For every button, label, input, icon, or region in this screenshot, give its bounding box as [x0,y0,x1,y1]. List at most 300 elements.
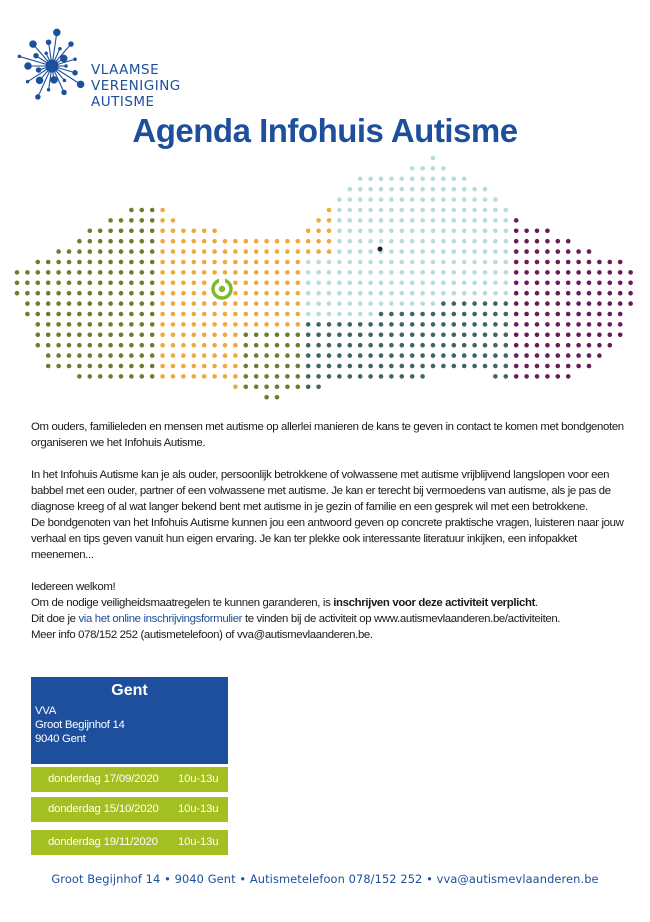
map-dot [223,333,228,338]
map-dot [514,291,519,296]
map-dot [587,301,592,306]
map-dot [275,374,280,379]
map-dot [504,270,509,275]
map-dot [264,270,269,275]
map-dot [618,260,623,265]
map-dot [556,239,561,244]
map-dot [389,312,394,317]
map-dot [472,187,477,192]
map-dot [223,322,228,327]
map-dot [524,260,529,265]
map-dot [514,374,519,379]
map-dot [348,312,353,317]
map-dot [88,281,93,286]
map-dot [462,343,467,348]
map-dot [483,187,488,192]
form-pre: Dit doe je [31,613,79,625]
map-dot [306,229,311,234]
map-dot [597,301,602,306]
map-dot [275,312,280,317]
map-dot [441,343,446,348]
map-dot [379,177,384,182]
map-dot [88,322,93,327]
map-dot [337,291,342,296]
map-dot [400,197,405,202]
map-dot [472,239,477,244]
map-dot [129,364,134,369]
map-dot [67,291,72,296]
map-dot [108,343,113,348]
map-dot [358,322,363,327]
map-dot [316,322,321,327]
map-dot [129,249,134,254]
map-dot [566,249,571,254]
map-dot [171,218,176,223]
map-dot [618,333,623,338]
map-dot [160,281,165,286]
map-dot [244,353,249,358]
map-dot [337,197,342,202]
map-dot [452,218,457,223]
venue-city: Gent [111,682,148,699]
map-dot [46,260,51,265]
map-dot [462,187,467,192]
map-dot [192,239,197,244]
map-dot [597,333,602,338]
date-row [31,830,228,855]
map-dot [119,364,124,369]
map-dot [576,343,581,348]
map-dot [108,260,113,265]
date-row [31,797,228,822]
map-dot [244,343,249,348]
map-dot [379,218,384,223]
logo-text [91,62,181,110]
map-dot [192,229,197,234]
venue-card [31,677,228,764]
map-dot [192,333,197,338]
logo-line-2: VERENIGING [91,78,181,94]
map-dot [337,343,342,348]
map-dot [410,322,415,327]
map-dot [368,177,373,182]
map-dot [233,353,238,358]
map-dot [368,281,373,286]
map-dot [108,270,113,275]
map-dot [431,353,436,358]
map-dot [431,177,436,182]
map-dot [524,364,529,369]
map-dot [264,343,269,348]
map-dot [160,291,165,296]
event-time: 10u-13u [178,803,219,815]
map-dot [316,270,321,275]
map-dot [244,364,249,369]
map-dot [254,291,259,296]
map-dot [306,291,311,296]
map-dot [119,291,124,296]
map-dot [181,353,186,358]
map-dot [379,260,384,265]
map-dot [504,239,509,244]
map-dot [275,353,280,358]
map-dot [410,374,415,379]
map-dot [348,343,353,348]
map-dot [472,197,477,202]
map-dot [202,343,207,348]
map-dot [524,343,529,348]
map-dot [88,249,93,254]
map-dot [150,291,155,296]
venue-address-line: 9040 Gent [35,733,86,745]
map-dot [160,208,165,213]
map-dot [379,333,384,338]
map-dot [524,333,529,338]
map-dot [46,343,51,348]
map-dot [420,291,425,296]
map-dot [77,333,82,338]
map-dot [306,333,311,338]
map-dot [441,270,446,275]
map-dot [306,343,311,348]
map-dot [212,249,217,254]
map-dot [316,312,321,317]
map-dot [264,385,269,390]
map-dot [223,270,228,275]
map-dot [337,239,342,244]
map-dot [140,239,145,244]
map-dot [129,301,134,306]
map-dot [108,281,113,286]
map-dot [171,229,176,234]
map-dot [119,333,124,338]
map-dot [337,281,342,286]
map-dot [140,374,145,379]
map-dot [296,239,301,244]
map-dot [56,260,61,265]
map-dot [171,312,176,317]
map-dot [524,239,529,244]
map-dot [524,301,529,306]
map-dot [129,229,134,234]
map-dot [462,322,467,327]
map-dot [119,301,124,306]
map-dot [254,301,259,306]
map-dot [504,291,509,296]
map-dot [56,291,61,296]
map-dot [160,270,165,275]
map-dot [587,364,592,369]
map-dot [462,333,467,338]
map-dot [212,322,217,327]
map-dot [576,312,581,317]
map-dot [358,270,363,275]
map-dot [67,249,72,254]
map-dot [181,301,186,306]
map-dot [296,249,301,254]
map-dot [77,301,82,306]
map-dot [420,187,425,192]
map-dot [98,364,103,369]
map-dot [77,260,82,265]
map-dot [150,239,155,244]
map-dot [597,270,602,275]
map-dot [316,385,321,390]
map-dot [545,249,550,254]
map-dot [254,312,259,317]
map-dot [462,270,467,275]
map-dot [608,301,613,306]
map-dot [306,239,311,244]
map-dot [202,333,207,338]
map-dot [150,353,155,358]
map-dot [576,291,581,296]
map-dot [483,322,488,327]
map-dot [244,260,249,265]
map-dot [67,281,72,286]
map-dot [389,187,394,192]
map-dot [285,301,290,306]
map-dot [316,229,321,234]
map-dot [140,249,145,254]
map-dot [608,333,613,338]
map-dot [400,177,405,182]
map-dot [514,322,519,327]
map-dot [597,260,602,265]
map-dot [452,301,457,306]
map-dot [108,291,113,296]
map-dot [483,333,488,338]
map-dot [483,364,488,369]
map-dot [181,260,186,265]
map-dot [160,364,165,369]
map-dot [400,187,405,192]
map-dot [576,260,581,265]
map-dot [171,291,176,296]
map-dot [545,343,550,348]
map-dot [67,333,72,338]
map-dot [452,187,457,192]
map-dot [431,260,436,265]
map-dot [140,208,145,213]
map-dot [223,301,228,306]
map-dot [472,322,477,327]
infohuis-paragraph: In het Infohuis Autisme kan je als ouder, persoonlijk betrokkene of volwassene met autisme vrijblijvend langslopen voor een babbel met een ouder, partner of een volwassene met autisme. Je kan er terecht bij vermoedens van autisme, als je pas de diagnose kreeg of al wat langer bekend bent met autisme in je gezin of familie en een gesprek wil met een betrokkene. [31,469,611,513]
map-dot [431,301,436,306]
map-dot [77,364,82,369]
map-dot [493,374,498,379]
map-dot [348,374,353,379]
map-dot [36,333,41,338]
map-dot [264,312,269,317]
map-dot [327,270,332,275]
map-dot [15,281,20,286]
map-dot [441,187,446,192]
map-dot [98,343,103,348]
map-dot [493,229,498,234]
map-dot [514,218,519,223]
map-dot [181,322,186,327]
map-dot [77,291,82,296]
map-dot [389,260,394,265]
map-dot [171,270,176,275]
map-dot [192,301,197,306]
map-dot [25,270,30,275]
map-dot [389,208,394,213]
map-dot [181,343,186,348]
map-dot [462,260,467,265]
map-dot [576,364,581,369]
footer-contact: Groot Begijnhof 14 • 9040 Gent • Autismetelefoon 078/152 252 • vva@autismevlaanderen.be [51,872,599,886]
map-dot [181,374,186,379]
map-dot [327,322,332,327]
map-dot [420,353,425,358]
map-dot [566,322,571,327]
map-dot [358,187,363,192]
map-dot [389,281,394,286]
map-dot [420,197,425,202]
map-dot [264,239,269,244]
map-dot [389,364,394,369]
map-dot [576,353,581,358]
venue-address-line: Groot Begijnhof 14 [35,719,125,731]
map-dot [587,333,592,338]
map-dot [462,364,467,369]
map-dot [618,301,623,306]
map-dot [36,291,41,296]
map-dot [462,249,467,254]
map-dot [400,208,405,213]
map-dot [535,260,540,265]
map-dot [140,343,145,348]
map-dot [36,301,41,306]
map-dot [400,353,405,358]
map-dot [36,312,41,317]
map-dot [493,343,498,348]
map-dot [420,270,425,275]
page-title: Agenda Infohuis Autisme [132,112,518,149]
map-dot [306,353,311,358]
map-dot [306,374,311,379]
map-dot [202,249,207,254]
map-dot [368,208,373,213]
map-dot [358,364,363,369]
map-dot [493,197,498,202]
map-dot [368,374,373,379]
map-dot [181,333,186,338]
map-dot [524,249,529,254]
map-dot [296,322,301,327]
map-dot [431,322,436,327]
map-dot [285,312,290,317]
map-dot [285,260,290,265]
map-dot [389,197,394,202]
map-dot [441,239,446,244]
map-dot [441,312,446,317]
map-dot [514,343,519,348]
map-dot [275,385,280,390]
map-dot [472,364,477,369]
map-dot [420,218,425,223]
map-dot [316,239,321,244]
map-dot [368,229,373,234]
map-dot [587,281,592,286]
map-dot [108,229,113,234]
map-dot [348,229,353,234]
map-dot [160,260,165,265]
map-dot [410,249,415,254]
map-dot [431,208,436,213]
map-dot [514,364,519,369]
map-dot [358,229,363,234]
map-dot [202,301,207,306]
map-dot [410,208,415,213]
map-dot [212,260,217,265]
map-dot [441,208,446,213]
map-dot [327,333,332,338]
map-dot [88,353,93,358]
map-dot [316,374,321,379]
map-dot [348,333,353,338]
map-dot [296,301,301,306]
map-dot [56,301,61,306]
map-dot [160,218,165,223]
map-dot [181,281,186,286]
map-dot [524,291,529,296]
map-dot [77,281,82,286]
map-dot [181,229,186,234]
registration-form-link[interactable]: via het online inschrijvingsformulier [78,613,243,625]
map-dot [212,312,217,317]
map-dot [254,249,259,254]
map-dot [25,281,30,286]
map-dot [98,291,103,296]
map-dot [56,322,61,327]
map-dot [379,281,384,286]
map-dot [608,281,613,286]
map-dot [150,312,155,317]
map-dot [316,260,321,265]
map-dot [587,270,592,275]
map-dot [410,353,415,358]
map-dot [472,229,477,234]
map-dot [514,353,519,358]
map-dot [400,301,405,306]
map-dot [420,177,425,182]
map-dot [504,249,509,254]
map-dot [348,187,353,192]
map-dot [119,260,124,265]
map-dot [597,312,602,317]
map-dot [296,270,301,275]
map-dot [25,291,30,296]
map-dot [535,229,540,234]
map-dot [493,322,498,327]
map-dot [431,312,436,317]
map-dot [264,374,269,379]
map-dot [535,353,540,358]
map-dot [264,301,269,306]
map-dot [431,239,436,244]
form-post: te vinden bij de activiteit op www.autismevlaanderen.be/activiteiten. [242,613,561,625]
map-dot [514,312,519,317]
map-dot [212,353,217,358]
map-dot [504,312,509,317]
map-dot [452,249,457,254]
map-dot [472,343,477,348]
map-dot [566,291,571,296]
map-dot [192,374,197,379]
